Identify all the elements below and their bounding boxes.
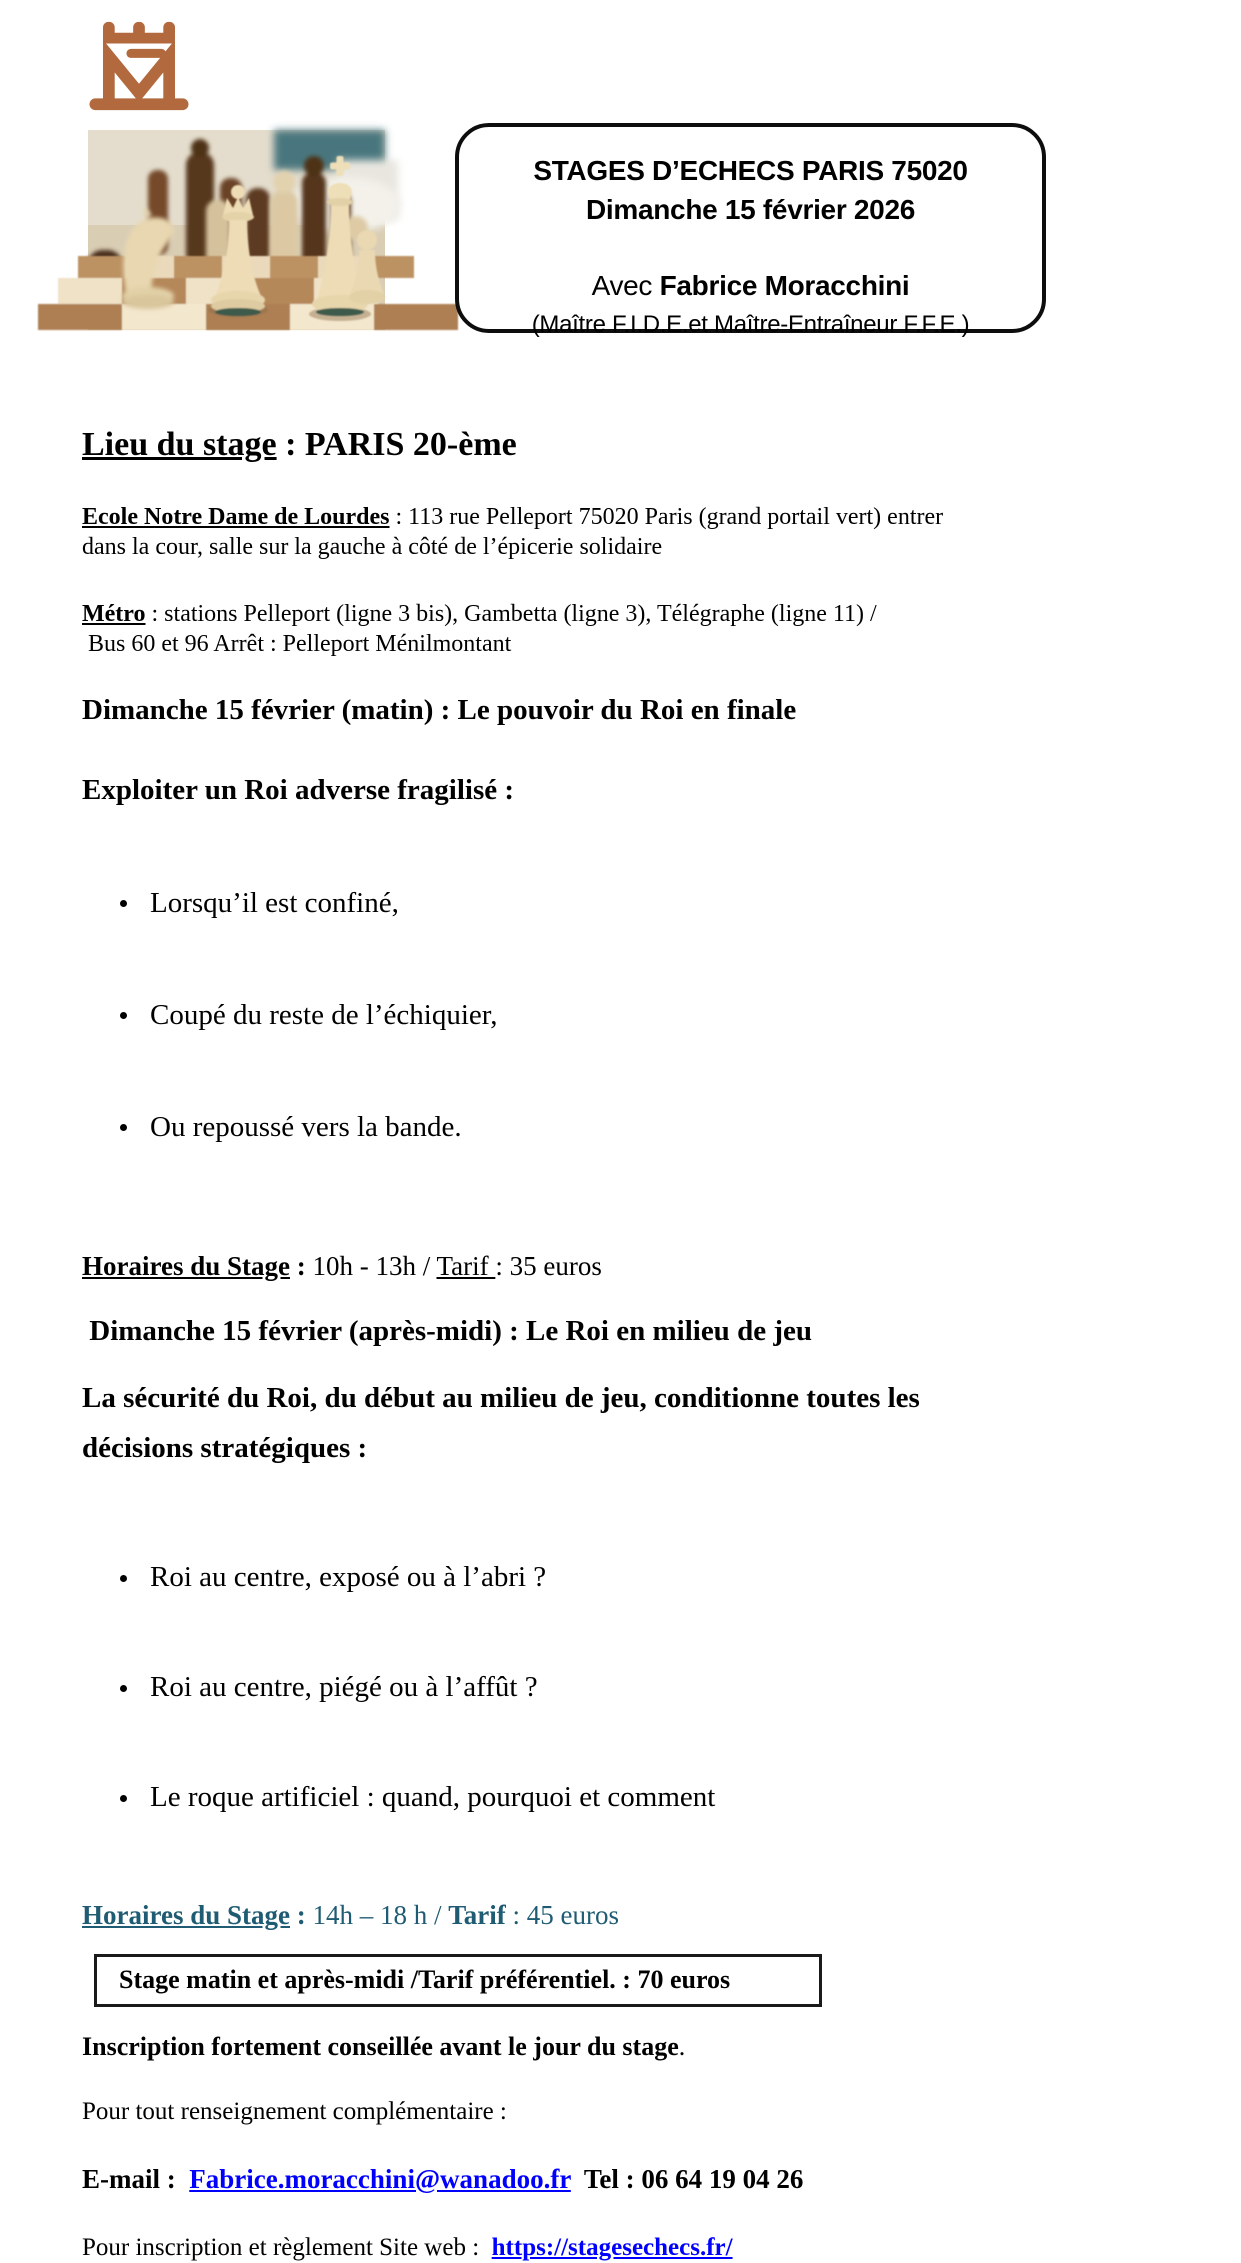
- afternoon-subtitle-line1: La sécurité du Roi, du début au milieu de jeu, conditionne toutes les: [82, 1382, 920, 1414]
- list-item: Ou repoussé vers la bande.: [82, 1104, 1167, 1150]
- morning-schedule: [82, 1250, 1167, 1283]
- website-line: [82, 2232, 1167, 2263]
- list-item: Coupé du reste de l’échiquier,: [82, 992, 1167, 1038]
- schedule-label: Horaires du Stage: [82, 1900, 290, 1930]
- email-link[interactable]: Fabrice.moracchini@wanadoo.fr: [189, 2164, 571, 2194]
- list-item: Lorsqu’il est confiné,: [82, 880, 1167, 926]
- tarif-label: Tarif: [436, 1251, 496, 1281]
- website-prefix: Pour inscription et règlement Site web :: [82, 2234, 492, 2261]
- tarif-label: Tarif: [448, 1900, 506, 1930]
- afternoon-schedule: [82, 1899, 1167, 1932]
- schedule-times: 14h – 18 h /: [312, 1900, 449, 1930]
- tarif-value: : 35 euros: [495, 1251, 602, 1281]
- metro-paragraph: [82, 599, 1167, 659]
- document-body: [82, 0, 1167, 2263]
- afternoon-bullet-list: [82, 1489, 1167, 1885]
- email-label: E-mail :: [82, 2164, 190, 2194]
- list-item: Roi au centre, piégé ou à l’affût ?: [82, 1665, 1167, 1709]
- morning-title: Dimanche 15 février (matin) : Le pouvoir du Roi en finale: [82, 694, 797, 726]
- location-heading-label: Lieu du stage: [82, 426, 277, 463]
- inscription-notice: [82, 2031, 1167, 2063]
- coach-prefix: Avec: [591, 270, 660, 301]
- schedule-sep: :: [290, 1900, 313, 1930]
- header-titles-line: (Maître F.I.D.E.et Maître-Entraîneur F.F.E.): [531, 311, 970, 338]
- school-address-line2: dans la cour, salle sur la gauche à côté de l’épicerie solidaire: [82, 534, 663, 560]
- afternoon-title: Dimanche 15 février (après-midi) : Le Roi en milieu de jeu: [82, 1315, 812, 1347]
- afternoon-subtitle: [82, 1373, 1167, 1473]
- contact-line: [82, 2163, 1167, 2196]
- metro-label: Métro: [82, 601, 146, 627]
- morning-bullet-list: [82, 814, 1167, 1216]
- header-date: Dimanche 15 février 2026: [585, 194, 915, 225]
- location-heading: [82, 424, 1167, 465]
- info-line: Pour tout renseignement complémentaire :: [82, 2098, 514, 2125]
- list-item: Le roque artificiel : quand, pourquoi et comment: [82, 1775, 1167, 1819]
- schedule-label: Horaires du Stage: [82, 1251, 290, 1281]
- header-title: STAGES D’ECHECS PARIS 75020: [533, 155, 968, 186]
- afternoon-subtitle-line2: décisions stratégiques :: [82, 1432, 368, 1464]
- bus-line: Bus 60 et 96 Arrêt : Pelleport Ménilmontant: [82, 631, 512, 657]
- school-paragraph: [82, 502, 1167, 562]
- inscription-period: .: [678, 2032, 686, 2061]
- school-address: : 113 rue Pelleport 75020 Paris (grand portail vert) entrer: [389, 504, 944, 530]
- metro-stations: : stations Pelleport (ligne 3 bis), Gambetta (ligne 3), Télégraphe (ligne 11) /: [145, 601, 877, 627]
- list-item: Roi au centre, exposé ou à l’abri ?: [82, 1555, 1167, 1599]
- website-link[interactable]: https://stagesechecs.fr/: [491, 2234, 733, 2261]
- schedule-times: 10h - 13h /: [312, 1251, 437, 1281]
- preferential-price-box: [94, 1954, 822, 2007]
- inscription-text: Inscription fortement conseillée avant le jour du stage: [82, 2032, 679, 2061]
- coach-name: Fabrice Moracchini: [659, 270, 910, 301]
- preferential-price-text: Stage matin et après-midi /Tarif préférentiel. : 70 euros: [119, 1965, 731, 1994]
- morning-subtitle: Exploiter un Roi adverse fragilisé :: [82, 774, 515, 806]
- tarif-value: : 45 euros: [505, 1900, 620, 1930]
- phone-number: Tel : 06 64 19 04 26: [570, 2164, 804, 2194]
- school-name: Ecole Notre Dame de Lourdes: [82, 504, 390, 530]
- schedule-sep: :: [290, 1251, 313, 1281]
- location-heading-value: : PARIS 20-ème: [276, 426, 517, 463]
